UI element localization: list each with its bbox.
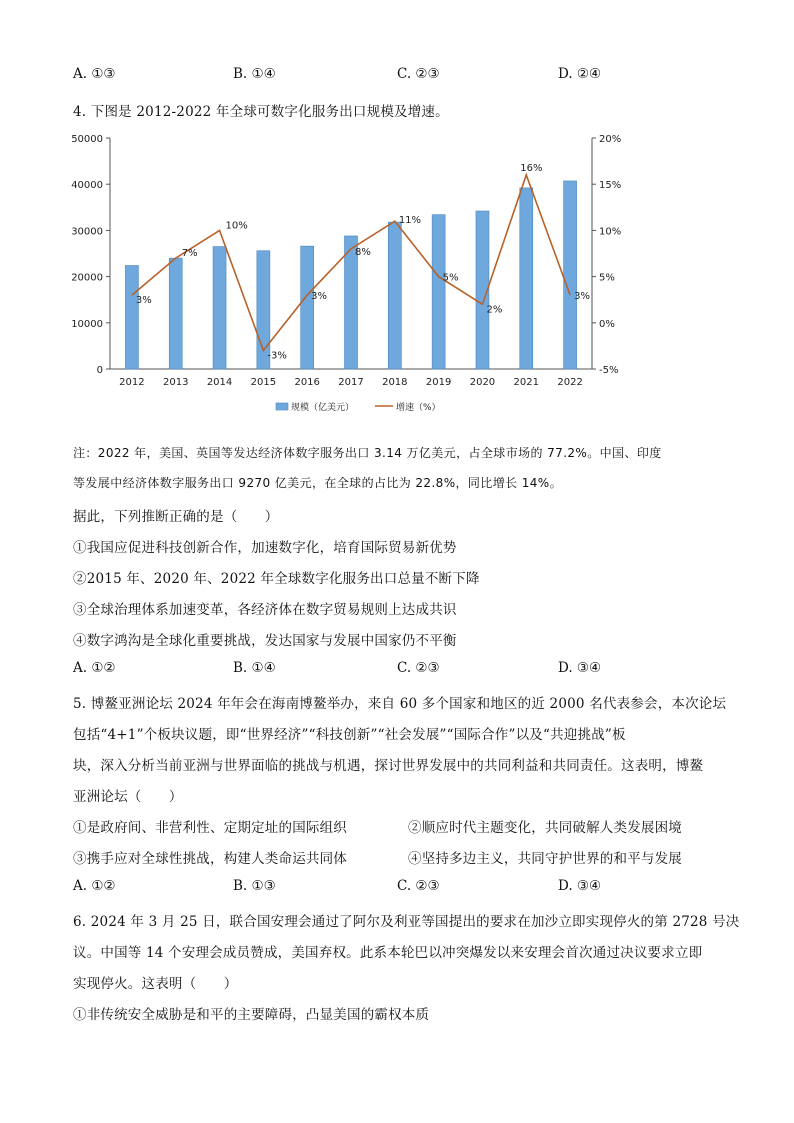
- q6-stem-line2: 议。中国等 14 个安理会成员赞成，美国弃权。此系本轮巴以冲突爆发以来安理会首次通过决议要求立即: [73, 945, 703, 961]
- q3-option-c: C. ②③: [397, 66, 440, 82]
- q4-statement-4: ④数字鸿沟是全球化重要挑战，发达国家与发展中国家仍不平衡: [73, 633, 457, 649]
- x-tick-label: 2014: [206, 377, 233, 388]
- growth-data-label: -3%: [267, 350, 287, 362]
- q3-option-b: B. ①④: [233, 66, 276, 82]
- growth-data-label: 3%: [574, 291, 590, 303]
- q4-statement-1: ①我国应促进科技创新合作，加速数字化，培育国际贸易新优势: [73, 540, 457, 556]
- bar-2018: [388, 222, 401, 369]
- q5-stem-line4: 亚洲论坛（ ）: [73, 789, 183, 805]
- bar-2019: [432, 215, 445, 369]
- q5-stem-line2: 包括“4+1”个板块议题，即“世界经济”“科技创新”“社会发展”“国际合作”以及“共迎挑战”板: [73, 727, 626, 743]
- growth-data-label: 8%: [355, 246, 371, 258]
- x-tick-label: 2016: [294, 377, 320, 388]
- x-tick-label: 2015: [250, 377, 277, 388]
- right-tick-label: 15%: [599, 180, 622, 192]
- bar-2014: [213, 247, 226, 369]
- growth-data-label: 10%: [225, 220, 248, 232]
- q5-option-a: A. ①②: [73, 878, 116, 894]
- q5-option-b: B. ①③: [233, 878, 276, 894]
- right-tick-label: 5%: [599, 272, 615, 284]
- right-tick-label: 10%: [599, 226, 622, 238]
- q4-question: 据此，下列推断正确的是（ ）: [73, 509, 279, 525]
- growth-data-label: 16%: [520, 162, 543, 174]
- x-tick-label: 2019: [425, 377, 452, 388]
- q4-chart: [70, 128, 630, 418]
- left-tick-label: 40000: [71, 180, 103, 192]
- q4-option-d: D. ③④: [558, 660, 602, 676]
- left-tick-label: 0: [96, 365, 103, 376]
- q4-option-a: A. ①②: [73, 660, 116, 676]
- legend-bar-label: 规模（亿美元）: [291, 403, 355, 413]
- q5-option-c: C. ②③: [397, 878, 440, 894]
- x-tick-label: 2020: [469, 377, 496, 388]
- q3-option-a: A. ①③: [73, 66, 116, 82]
- growth-data-label: 5%: [442, 272, 459, 284]
- left-tick-label: 20000: [71, 272, 103, 284]
- legend-line-label: 增速（%）: [396, 403, 441, 413]
- q4-statement-3: ③全球治理体系加速变革，各经济体在数字贸易规则上达成共识: [73, 602, 457, 618]
- bar-2012: [125, 266, 138, 369]
- x-tick-label: 2017: [338, 377, 364, 388]
- bar-2021: [520, 188, 533, 369]
- q6-stem-line1: 6. 2024 年 3 月 25 日，联合国安理会通过了阿尔及利亚等国提出的要求在加沙立即实现停火的第 2728 号决: [73, 914, 740, 930]
- x-tick-label: 2021: [513, 377, 539, 388]
- q4-option-c: C. ②③: [397, 660, 440, 676]
- x-tick-label: 2018: [382, 377, 408, 388]
- q6-stem-line3: 实现停火。这表明（ ）: [73, 976, 238, 992]
- growth-data-label: 11%: [398, 215, 422, 227]
- right-tick-label: 0%: [599, 318, 615, 330]
- q5-statement-4: ④坚持多边主义，共同守护世界的和平与发展: [408, 851, 682, 867]
- q3-option-d: D. ②④: [558, 66, 602, 82]
- bar-2022: [564, 181, 577, 369]
- right-tick-label: -5%: [599, 365, 619, 376]
- q5-statement-3: ③携手应对全球性挑战，构建人类命运共同体: [73, 851, 347, 867]
- q5-stem-line3: 块，深入分析当前亚洲与世界面临的挑战与机遇，探讨世界发展中的共同利益和共同责任。这表明，博鳌: [73, 758, 704, 774]
- q5-statement-2: ②顺应时代主题变化，共同破解人类发展困境: [408, 820, 682, 836]
- growth-data-label: 3%: [135, 295, 152, 307]
- q4-note-line2: 等发展中经济体数字服务出口 9270 亿美元，在全球的占比为 22.8%，同比增长 14%。: [73, 476, 562, 490]
- left-tick-label: 50000: [71, 134, 103, 145]
- legend-bar-swatch: [276, 403, 288, 410]
- x-tick-label: 2022: [557, 377, 583, 388]
- bar-2013: [169, 258, 182, 369]
- bar-2016: [301, 246, 314, 369]
- q5-stem-line1: 5. 博鳌亚洲论坛 2024 年年会在海南博鳌举办，来自 60 多个国家和地区的近 2000 名代表参会，本次论坛: [73, 696, 727, 712]
- left-tick-label: 10000: [71, 318, 103, 330]
- x-tick-label: 2012: [119, 377, 145, 388]
- q5-statement-1: ①是政府间、非营利性、定期定址的国际组织: [73, 820, 347, 836]
- growth-data-label: 2%: [486, 304, 503, 316]
- right-tick-label: 20%: [599, 134, 622, 145]
- growth-data-label: 7%: [181, 248, 198, 260]
- q6-statement-1: ①非传统安全威胁是和平的主要障碍，凸显美国的霸权本质: [73, 1007, 430, 1023]
- q4-note-line1: 注：2022 年，美国、英国等发达经济体数字服务出口 3.14 万亿美元，占全球市场的 77.2%。中国、印度: [73, 446, 662, 460]
- q4-statement-2: ②2015 年、2020 年、2022 年全球数字化服务出口总量不断下降: [73, 571, 480, 587]
- q4-stem: 4. 下图是 2012-2022 年全球可数字化服务出口规模及增速。: [73, 104, 449, 120]
- q5-option-d: D. ③④: [558, 878, 602, 894]
- growth-data-label: 3%: [311, 291, 328, 303]
- left-tick-label: 30000: [71, 226, 103, 238]
- x-tick-label: 2013: [163, 377, 189, 388]
- q4-option-b: B. ①④: [233, 660, 276, 676]
